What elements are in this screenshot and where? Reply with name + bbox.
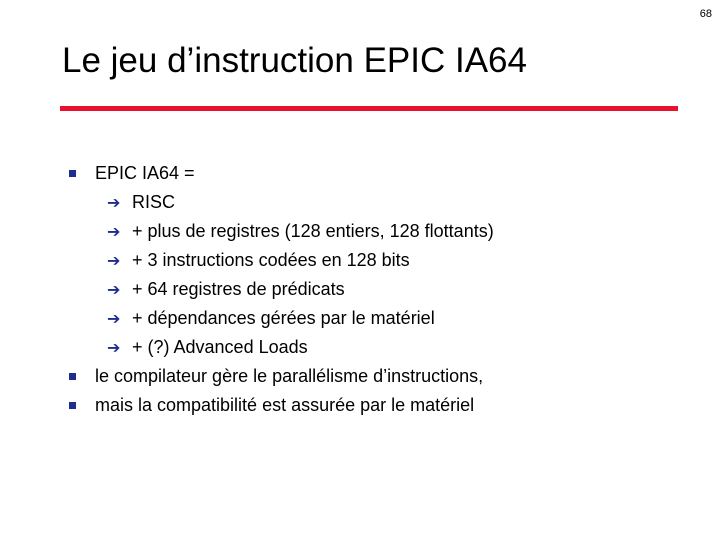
title-underline <box>60 106 678 111</box>
bullet-text: le compilateur gère le parallélisme d’instructions, <box>95 366 484 386</box>
sub-bullet-text: + 3 instructions codées en 128 bits <box>132 250 410 270</box>
slide-title: Le jeu d’instruction EPIC IA64 <box>62 41 527 80</box>
sub-bullet-text: RISC <box>132 192 176 212</box>
arrow-bullet-icon: ➔ <box>107 222 121 241</box>
square-bullet-icon <box>69 402 76 409</box>
bullet-text: mais la compatibilité est assurée par le matériel <box>95 395 475 415</box>
sub-bullet-text: + plus de registres (128 entiers, 128 flottants) <box>132 221 494 241</box>
arrow-bullet-icon: ➔ <box>107 193 121 212</box>
arrow-bullet-icon: ➔ <box>107 338 121 357</box>
square-bullet-icon <box>69 170 76 177</box>
arrow-bullet-icon: ➔ <box>107 251 121 270</box>
sub-bullet-text: + dépendances gérées par le matériel <box>132 308 435 328</box>
arrow-bullet-icon: ➔ <box>107 280 121 299</box>
sub-bullet-text: + (?) Advanced Loads <box>132 337 308 357</box>
arrow-bullet-icon: ➔ <box>107 309 121 328</box>
sub-bullet-text: + 64 registres de prédicats <box>132 279 345 299</box>
square-bullet-icon <box>69 373 76 380</box>
page-number: 68 <box>699 8 712 20</box>
bullet-text: EPIC IA64 = <box>95 163 195 183</box>
